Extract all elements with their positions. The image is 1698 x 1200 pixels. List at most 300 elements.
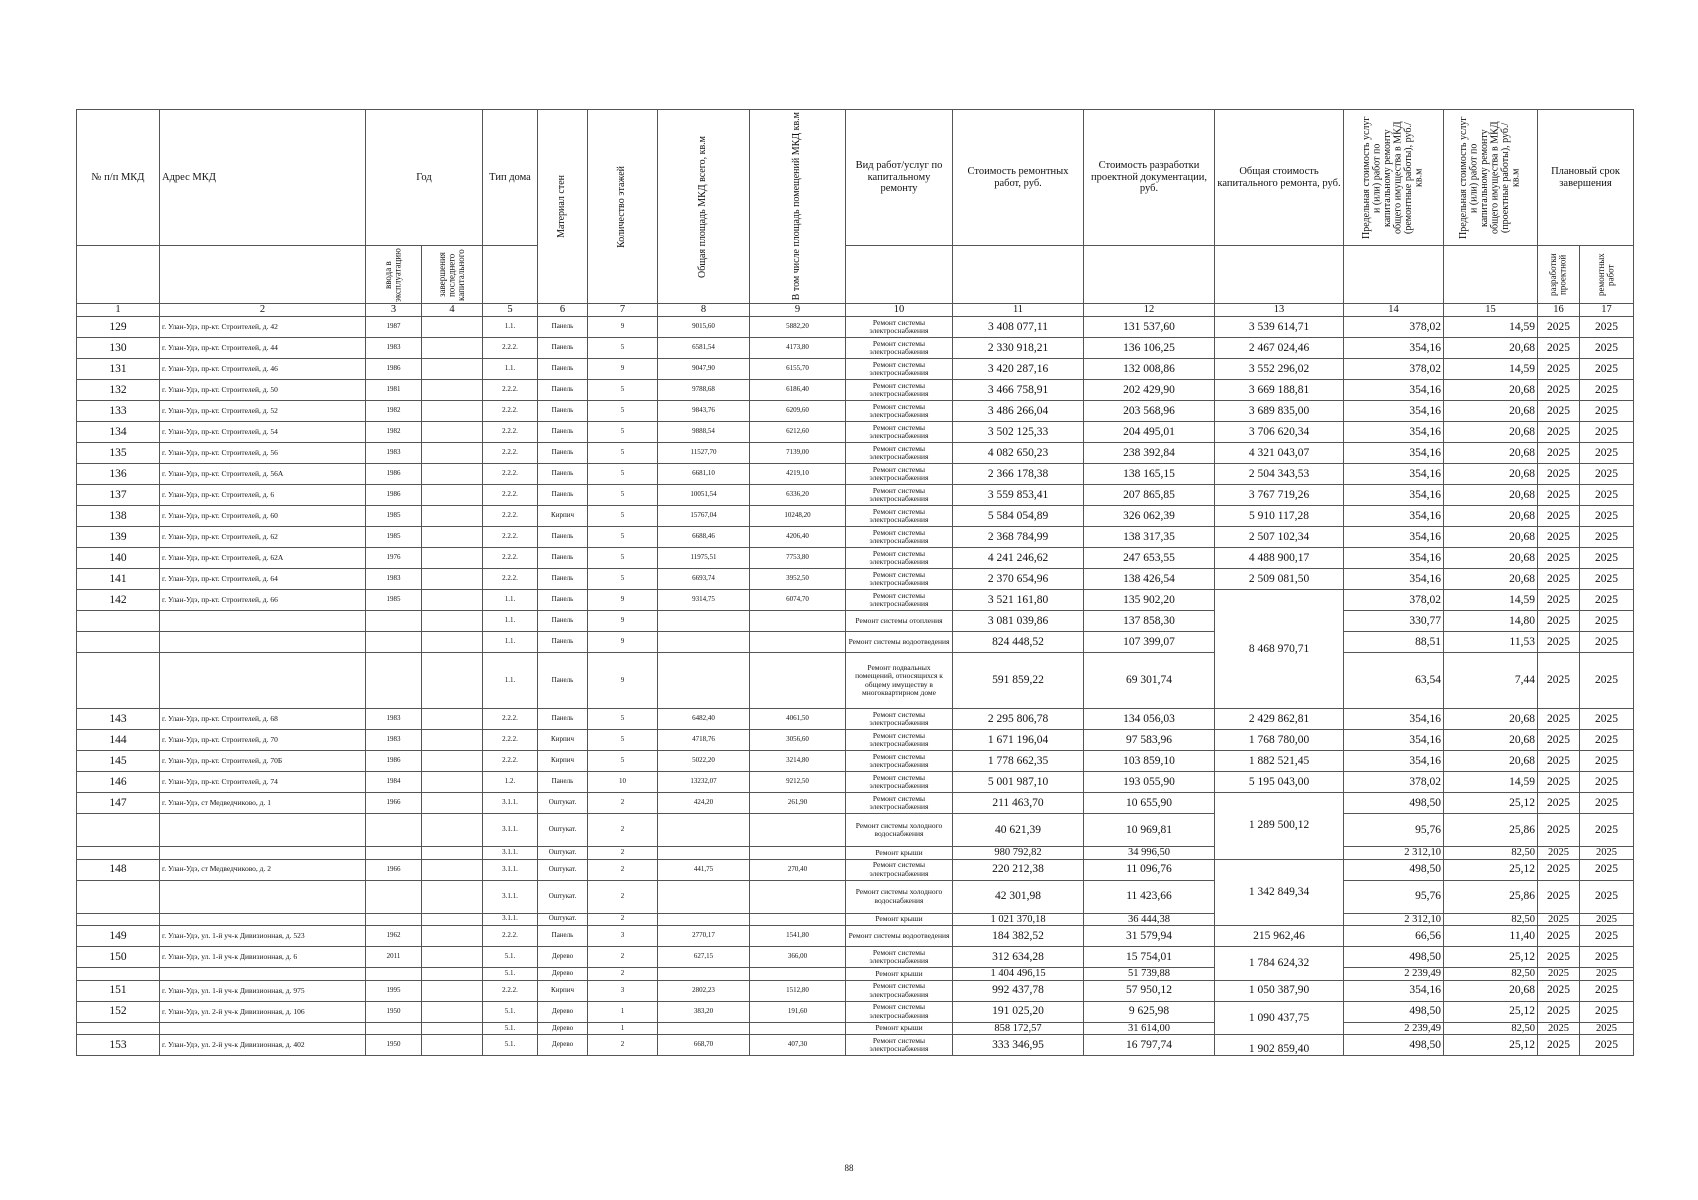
- house-address: [160, 880, 366, 913]
- house-number: 149: [77, 926, 160, 947]
- house-number: [77, 913, 160, 926]
- table-row: [77, 814, 1634, 847]
- repair-cost: 184 382,52: [953, 926, 1084, 947]
- deadline-design: 2025: [1538, 859, 1580, 880]
- year-last-repair: [422, 859, 483, 880]
- year-last-repair: [422, 506, 483, 527]
- design-cost: 10 655,90: [1084, 793, 1215, 814]
- wall-material: Панель: [538, 653, 588, 709]
- floors: 2: [588, 968, 658, 981]
- year-last-repair: [422, 926, 483, 947]
- premises-area: 1541,80: [750, 926, 846, 947]
- design-cost: 202 429,90: [1084, 380, 1215, 401]
- total-cost: 1 768 780,00: [1215, 730, 1344, 751]
- year-commission: 1982: [366, 422, 422, 443]
- house-number: 130: [77, 338, 160, 359]
- repair-cost: 2 330 918,21: [953, 338, 1084, 359]
- deadline-design: 2025: [1538, 980, 1580, 1001]
- work-type: Ремонт крыши: [846, 968, 953, 981]
- header-year-commission: ввода в эксплуатацию: [366, 246, 422, 304]
- year-last-repair: [422, 968, 483, 981]
- design-cost: 97 583,96: [1084, 730, 1215, 751]
- house-address: [160, 611, 366, 632]
- header-deadline-design: разработки проектной: [1538, 246, 1580, 304]
- year-commission: [366, 611, 422, 632]
- work-type: Ремонт крыши: [846, 1022, 953, 1035]
- total-cost: 1 050 387,90: [1215, 980, 1344, 1001]
- house-type: 3.1.1.: [483, 913, 538, 926]
- deadline-design: 2025: [1538, 611, 1580, 632]
- limit-design: 20,68: [1444, 443, 1538, 464]
- work-type: Ремонт системы водоотведения: [846, 632, 953, 653]
- year-last-repair: [422, 548, 483, 569]
- house-type: 3.1.1.: [483, 859, 538, 880]
- deadline-design: 2025: [1538, 338, 1580, 359]
- house-number: 145: [77, 751, 160, 772]
- house-number: [77, 632, 160, 653]
- year-last-repair: [422, 464, 483, 485]
- year-last-repair: [422, 359, 483, 380]
- premises-area: 4219,10: [750, 464, 846, 485]
- total-cost: 3 552 296,02: [1215, 359, 1344, 380]
- repair-cost: 5 584 054,89: [953, 506, 1084, 527]
- deadline-design: 2025: [1538, 422, 1580, 443]
- house-number: [77, 611, 160, 632]
- premises-area: 7139,00: [750, 443, 846, 464]
- deadline-repair: 2025: [1580, 632, 1634, 653]
- header-wall-material: Материал стен: [538, 110, 588, 304]
- house-address: г. Улан-Удэ, ст Медведчиково, д. 2: [160, 859, 366, 880]
- deadline-design: 2025: [1538, 1001, 1580, 1022]
- deadline-repair: 2025: [1580, 338, 1634, 359]
- year-last-repair: [422, 1022, 483, 1035]
- design-cost: 247 653,55: [1084, 548, 1215, 569]
- limit-design: 7,44: [1444, 653, 1538, 709]
- year-last-repair: [422, 317, 483, 338]
- wall-material: Панель: [538, 548, 588, 569]
- limit-repair: 354,16: [1344, 569, 1444, 590]
- work-type: Ремонт системы электроснабжения: [846, 506, 953, 527]
- deadline-repair: 2025: [1580, 443, 1634, 464]
- total-area: 668,70: [658, 1035, 750, 1056]
- house-address: г. Улан-Удэ, пр-кт. Строителей, д. 62А: [160, 548, 366, 569]
- table-row: [77, 1001, 1634, 1022]
- house-number: 139: [77, 527, 160, 548]
- limit-repair: 2 239,49: [1344, 1022, 1444, 1035]
- house-address: г. Улан-Удэ, ул. 2-й уч-к Дивизионная, д. 402: [160, 1035, 366, 1056]
- table-row: [77, 611, 1634, 632]
- house-number: [77, 814, 160, 847]
- total-area: [658, 611, 750, 632]
- premises-area: 261,90: [750, 793, 846, 814]
- limit-design: 25,12: [1444, 859, 1538, 880]
- house-number: 131: [77, 359, 160, 380]
- deadline-repair: 2025: [1580, 590, 1634, 611]
- total-cost: 2 507 102,34: [1215, 527, 1344, 548]
- work-type: Ремонт системы электроснабжения: [846, 772, 953, 793]
- repair-cost: 211 463,70: [953, 793, 1084, 814]
- limit-repair: 378,02: [1344, 317, 1444, 338]
- total-area: [658, 632, 750, 653]
- wall-material: Панель: [538, 464, 588, 485]
- premises-area: 5882,20: [750, 317, 846, 338]
- year-commission: [366, 968, 422, 981]
- wall-material: Оштукат.: [538, 847, 588, 860]
- premises-area: 6209,60: [750, 401, 846, 422]
- house-number: [77, 847, 160, 860]
- total-cost: 2 509 081,50: [1215, 569, 1344, 590]
- total-area: 424,20: [658, 793, 750, 814]
- design-cost: 9 625,98: [1084, 1001, 1215, 1022]
- floors: 5: [588, 338, 658, 359]
- table-body: [77, 317, 1634, 1056]
- table-row: [77, 464, 1634, 485]
- header-address: Адрес МКД: [160, 110, 366, 246]
- year-commission: [366, 1022, 422, 1035]
- work-type: Ремонт системы электроснабжения: [846, 709, 953, 730]
- year-last-repair: [422, 338, 483, 359]
- deadline-design: 2025: [1538, 590, 1580, 611]
- repair-cost: 591 859,22: [953, 653, 1084, 709]
- year-commission: 1986: [366, 464, 422, 485]
- floors: 3: [588, 980, 658, 1001]
- header-design-cost: Стоимость разработки проектной документации, руб.: [1084, 110, 1215, 246]
- house-number: 151: [77, 980, 160, 1001]
- house-type: 2.2.2.: [483, 422, 538, 443]
- year-commission: 1983: [366, 730, 422, 751]
- house-address: [160, 968, 366, 981]
- house-type: 3.1.1.: [483, 814, 538, 847]
- column-number: 3: [366, 304, 422, 317]
- work-type: Ремонт системы водоотведения: [846, 926, 953, 947]
- house-number: 138: [77, 506, 160, 527]
- year-commission: [366, 632, 422, 653]
- year-last-repair: [422, 590, 483, 611]
- design-cost: 103 859,10: [1084, 751, 1215, 772]
- work-type: Ремонт системы электроснабжения: [846, 590, 953, 611]
- work-type: Ремонт системы электроснабжения: [846, 569, 953, 590]
- repair-cost: 2 295 806,78: [953, 709, 1084, 730]
- column-number: 8: [658, 304, 750, 317]
- limit-design: 11,40: [1444, 926, 1538, 947]
- deadline-design: 2025: [1538, 380, 1580, 401]
- total-area: [658, 1022, 750, 1035]
- work-type: Ремонт системы холодного водоснабжения: [846, 880, 953, 913]
- table-row: [77, 548, 1634, 569]
- deadline-design: 2025: [1538, 880, 1580, 913]
- deadline-repair: 2025: [1580, 926, 1634, 947]
- premises-area: 7753,80: [750, 548, 846, 569]
- header-floors: Количество этажей: [588, 110, 658, 304]
- work-type: Ремонт системы электроснабжения: [846, 443, 953, 464]
- house-number: 142: [77, 590, 160, 611]
- house-address: г. Улан-Удэ, пр-кт. Строителей, д. 6: [160, 485, 366, 506]
- floors: 5: [588, 443, 658, 464]
- header-row-main: [77, 110, 1634, 246]
- header-sub-empty: [1444, 246, 1538, 304]
- year-commission: [366, 847, 422, 860]
- wall-material: Кирпич: [538, 730, 588, 751]
- deadline-repair: 2025: [1580, 359, 1634, 380]
- premises-area: 4206,40: [750, 527, 846, 548]
- table-row: [77, 338, 1634, 359]
- house-address: [160, 1022, 366, 1035]
- deadline-repair: 2025: [1580, 569, 1634, 590]
- deadline-repair: 2025: [1580, 380, 1634, 401]
- deadline-repair: 2025: [1580, 880, 1634, 913]
- column-number: 7: [588, 304, 658, 317]
- total-area: 11527,70: [658, 443, 750, 464]
- total-area: 2802,23: [658, 980, 750, 1001]
- limit-design: 20,68: [1444, 569, 1538, 590]
- limit-repair: 2 312,10: [1344, 913, 1444, 926]
- house-address: г. Улан-Удэ, пр-кт. Строителей, д. 74: [160, 772, 366, 793]
- work-type: Ремонт системы электроснабжения: [846, 527, 953, 548]
- limit-design: 25,86: [1444, 880, 1538, 913]
- year-last-repair: [422, 793, 483, 814]
- year-commission: 1985: [366, 590, 422, 611]
- design-cost: 57 950,12: [1084, 980, 1215, 1001]
- total-cost: 3 689 835,00: [1215, 401, 1344, 422]
- design-cost: 31 579,94: [1084, 926, 1215, 947]
- limit-design: 25,12: [1444, 793, 1538, 814]
- header-sub-empty: [953, 246, 1084, 304]
- work-type: Ремонт системы электроснабжения: [846, 980, 953, 1001]
- total-area: 9015,60: [658, 317, 750, 338]
- house-number: 134: [77, 422, 160, 443]
- deadline-repair: 2025: [1580, 730, 1634, 751]
- table-row: [77, 772, 1634, 793]
- year-last-repair: [422, 527, 483, 548]
- year-commission: 1983: [366, 709, 422, 730]
- repair-cost: 1 404 496,15: [953, 968, 1084, 981]
- floors: 2: [588, 947, 658, 968]
- limit-design: 14,59: [1444, 359, 1538, 380]
- limit-repair: 378,02: [1344, 772, 1444, 793]
- deadline-design: 2025: [1538, 443, 1580, 464]
- repair-cost: 220 212,38: [953, 859, 1084, 880]
- limit-design: 82,50: [1444, 968, 1538, 981]
- wall-material: Дерево: [538, 1022, 588, 1035]
- work-type: Ремонт крыши: [846, 913, 953, 926]
- repair-cost: 5 001 987,10: [953, 772, 1084, 793]
- column-number: 4: [422, 304, 483, 317]
- capital-repair-table: [76, 109, 1634, 1056]
- total-area: 441,75: [658, 859, 750, 880]
- year-commission: 1962: [366, 926, 422, 947]
- table-row: [77, 632, 1634, 653]
- deadline-repair: 2025: [1580, 527, 1634, 548]
- house-address: г. Улан-Удэ, пр-кт. Строителей, д. 66: [160, 590, 366, 611]
- header-year: Год: [366, 110, 483, 246]
- table-row: [77, 793, 1634, 814]
- year-last-repair: [422, 730, 483, 751]
- house-type: 2.2.2.: [483, 401, 538, 422]
- total-area: 11975,51: [658, 548, 750, 569]
- table-row: [77, 590, 1634, 611]
- deadline-repair: 2025: [1580, 464, 1634, 485]
- house-number: 152: [77, 1001, 160, 1022]
- design-cost: 11 096,76: [1084, 859, 1215, 880]
- floors: 3: [588, 926, 658, 947]
- year-commission: 1950: [366, 1035, 422, 1056]
- wall-material: Панель: [538, 772, 588, 793]
- floors: 2: [588, 793, 658, 814]
- limit-repair: 354,16: [1344, 527, 1444, 548]
- design-cost: 11 423,66: [1084, 880, 1215, 913]
- design-cost: 34 996,50: [1084, 847, 1215, 860]
- header-sub-empty: [846, 246, 953, 304]
- floors: 1: [588, 1001, 658, 1022]
- limit-design: 25,86: [1444, 814, 1538, 847]
- house-address: г. Улан-Удэ, пр-кт. Строителей, д. 68: [160, 709, 366, 730]
- design-cost: 203 568,96: [1084, 401, 1215, 422]
- repair-cost: 191 025,20: [953, 1001, 1084, 1022]
- repair-cost: 824 448,52: [953, 632, 1084, 653]
- year-commission: [366, 814, 422, 847]
- total-area: 6482,40: [658, 709, 750, 730]
- repair-cost: 1 671 196,04: [953, 730, 1084, 751]
- house-address: [160, 913, 366, 926]
- work-type: Ремонт крыши: [846, 847, 953, 860]
- repair-cost: 42 301,98: [953, 880, 1084, 913]
- total-area: [658, 653, 750, 709]
- table-row: [77, 847, 1634, 860]
- house-type: 3.1.1.: [483, 880, 538, 913]
- premises-area: [750, 611, 846, 632]
- wall-material: Панель: [538, 443, 588, 464]
- house-number: 153: [77, 1035, 160, 1056]
- table-row: [77, 401, 1634, 422]
- house-type: 2.2.2.: [483, 464, 538, 485]
- wall-material: Панель: [538, 527, 588, 548]
- deadline-design: 2025: [1538, 1035, 1580, 1056]
- repair-cost: 2 370 654,96: [953, 569, 1084, 590]
- year-last-repair: [422, 847, 483, 860]
- repair-cost: 3 081 039,86: [953, 611, 1084, 632]
- repair-cost: 3 420 287,16: [953, 359, 1084, 380]
- year-last-repair: [422, 814, 483, 847]
- house-type: 2.2.2.: [483, 751, 538, 772]
- house-number: [77, 880, 160, 913]
- premises-area: [750, 653, 846, 709]
- deadline-repair: 2025: [1580, 1001, 1634, 1022]
- floors: 5: [588, 751, 658, 772]
- year-commission: 1987: [366, 317, 422, 338]
- limit-design: 14,59: [1444, 317, 1538, 338]
- wall-material: Дерево: [538, 1035, 588, 1056]
- house-address: г. Улан-Удэ, пр-кт. Строителей, д. 54: [160, 422, 366, 443]
- house-address: [160, 653, 366, 709]
- wall-material: Оштукат.: [538, 859, 588, 880]
- column-number: 1: [77, 304, 160, 317]
- floors: 2: [588, 847, 658, 860]
- house-address: г. Улан-Удэ, пр-кт. Строителей, д. 44: [160, 338, 366, 359]
- floors: 1: [588, 1022, 658, 1035]
- year-commission: 1985: [366, 506, 422, 527]
- deadline-repair: 2025: [1580, 611, 1634, 632]
- premises-area: 3952,50: [750, 569, 846, 590]
- design-cost: 31 614,00: [1084, 1022, 1215, 1035]
- house-number: [77, 968, 160, 981]
- year-commission: 1966: [366, 859, 422, 880]
- limit-design: 20,68: [1444, 380, 1538, 401]
- total-area: 4718,76: [658, 730, 750, 751]
- deadline-design: 2025: [1538, 359, 1580, 380]
- house-number: 143: [77, 709, 160, 730]
- limit-repair: 354,16: [1344, 485, 1444, 506]
- year-last-repair: [422, 653, 483, 709]
- work-type: Ремонт системы электроснабжения: [846, 485, 953, 506]
- house-address: [160, 814, 366, 847]
- year-commission: 1983: [366, 569, 422, 590]
- work-type: Ремонт системы электроснабжения: [846, 464, 953, 485]
- house-address: г. Улан-Удэ, ул. 1-й уч-к Дивизионная, д. 6: [160, 947, 366, 968]
- year-commission: 1986: [366, 485, 422, 506]
- column-number: 12: [1084, 304, 1215, 317]
- limit-design: 25,12: [1444, 1035, 1538, 1056]
- deadline-repair: 2025: [1580, 548, 1634, 569]
- work-type: Ремонт системы электроснабжения: [846, 359, 953, 380]
- house-number: 148: [77, 859, 160, 880]
- total-area: 5022,20: [658, 751, 750, 772]
- deadline-design: 2025: [1538, 401, 1580, 422]
- design-cost: 107 399,07: [1084, 632, 1215, 653]
- wall-material: Панель: [538, 569, 588, 590]
- repair-cost: 1 021 370,18: [953, 913, 1084, 926]
- header-work-type: Вид работ/услуг по капитальному ремонту: [846, 110, 953, 246]
- premises-area: 9212,50: [750, 772, 846, 793]
- wall-material: Дерево: [538, 1001, 588, 1022]
- page-number: 88: [844, 1163, 854, 1173]
- house-number: 150: [77, 947, 160, 968]
- total-cost: 1 289 500,12: [1215, 793, 1344, 860]
- wall-material: Панель: [538, 485, 588, 506]
- wall-material: Панель: [538, 632, 588, 653]
- limit-repair: 2 239,49: [1344, 968, 1444, 981]
- deadline-design: 2025: [1538, 730, 1580, 751]
- house-number: 132: [77, 380, 160, 401]
- limit-repair: 330,77: [1344, 611, 1444, 632]
- column-number: 16: [1538, 304, 1580, 317]
- design-cost: 238 392,84: [1084, 443, 1215, 464]
- house-type: 2.2.2.: [483, 485, 538, 506]
- table-row: [77, 980, 1634, 1001]
- limit-repair: 378,02: [1344, 590, 1444, 611]
- premises-area: 6186,40: [750, 380, 846, 401]
- total-area: 13232,07: [658, 772, 750, 793]
- year-last-repair: [422, 485, 483, 506]
- total-area: 6681,10: [658, 464, 750, 485]
- header-sub-empty: [483, 246, 538, 304]
- header-total-cost: Общая стоимость капитального ремонта, руб.: [1215, 110, 1344, 246]
- floors: 9: [588, 611, 658, 632]
- total-area: [658, 968, 750, 981]
- wall-material: Панель: [538, 926, 588, 947]
- floors: 9: [588, 359, 658, 380]
- premises-area: 4061,50: [750, 709, 846, 730]
- table-row: [77, 947, 1634, 968]
- total-cost: 1 090 437,75: [1215, 1001, 1344, 1035]
- total-area: 9788,68: [658, 380, 750, 401]
- total-cost: 1 342 849,34: [1215, 859, 1344, 926]
- design-cost: 136 106,25: [1084, 338, 1215, 359]
- deadline-repair: 2025: [1580, 1035, 1634, 1056]
- total-area: [658, 913, 750, 926]
- total-cost: 215 962,46: [1215, 926, 1344, 947]
- limit-repair: 95,76: [1344, 814, 1444, 847]
- deadline-design: 2025: [1538, 947, 1580, 968]
